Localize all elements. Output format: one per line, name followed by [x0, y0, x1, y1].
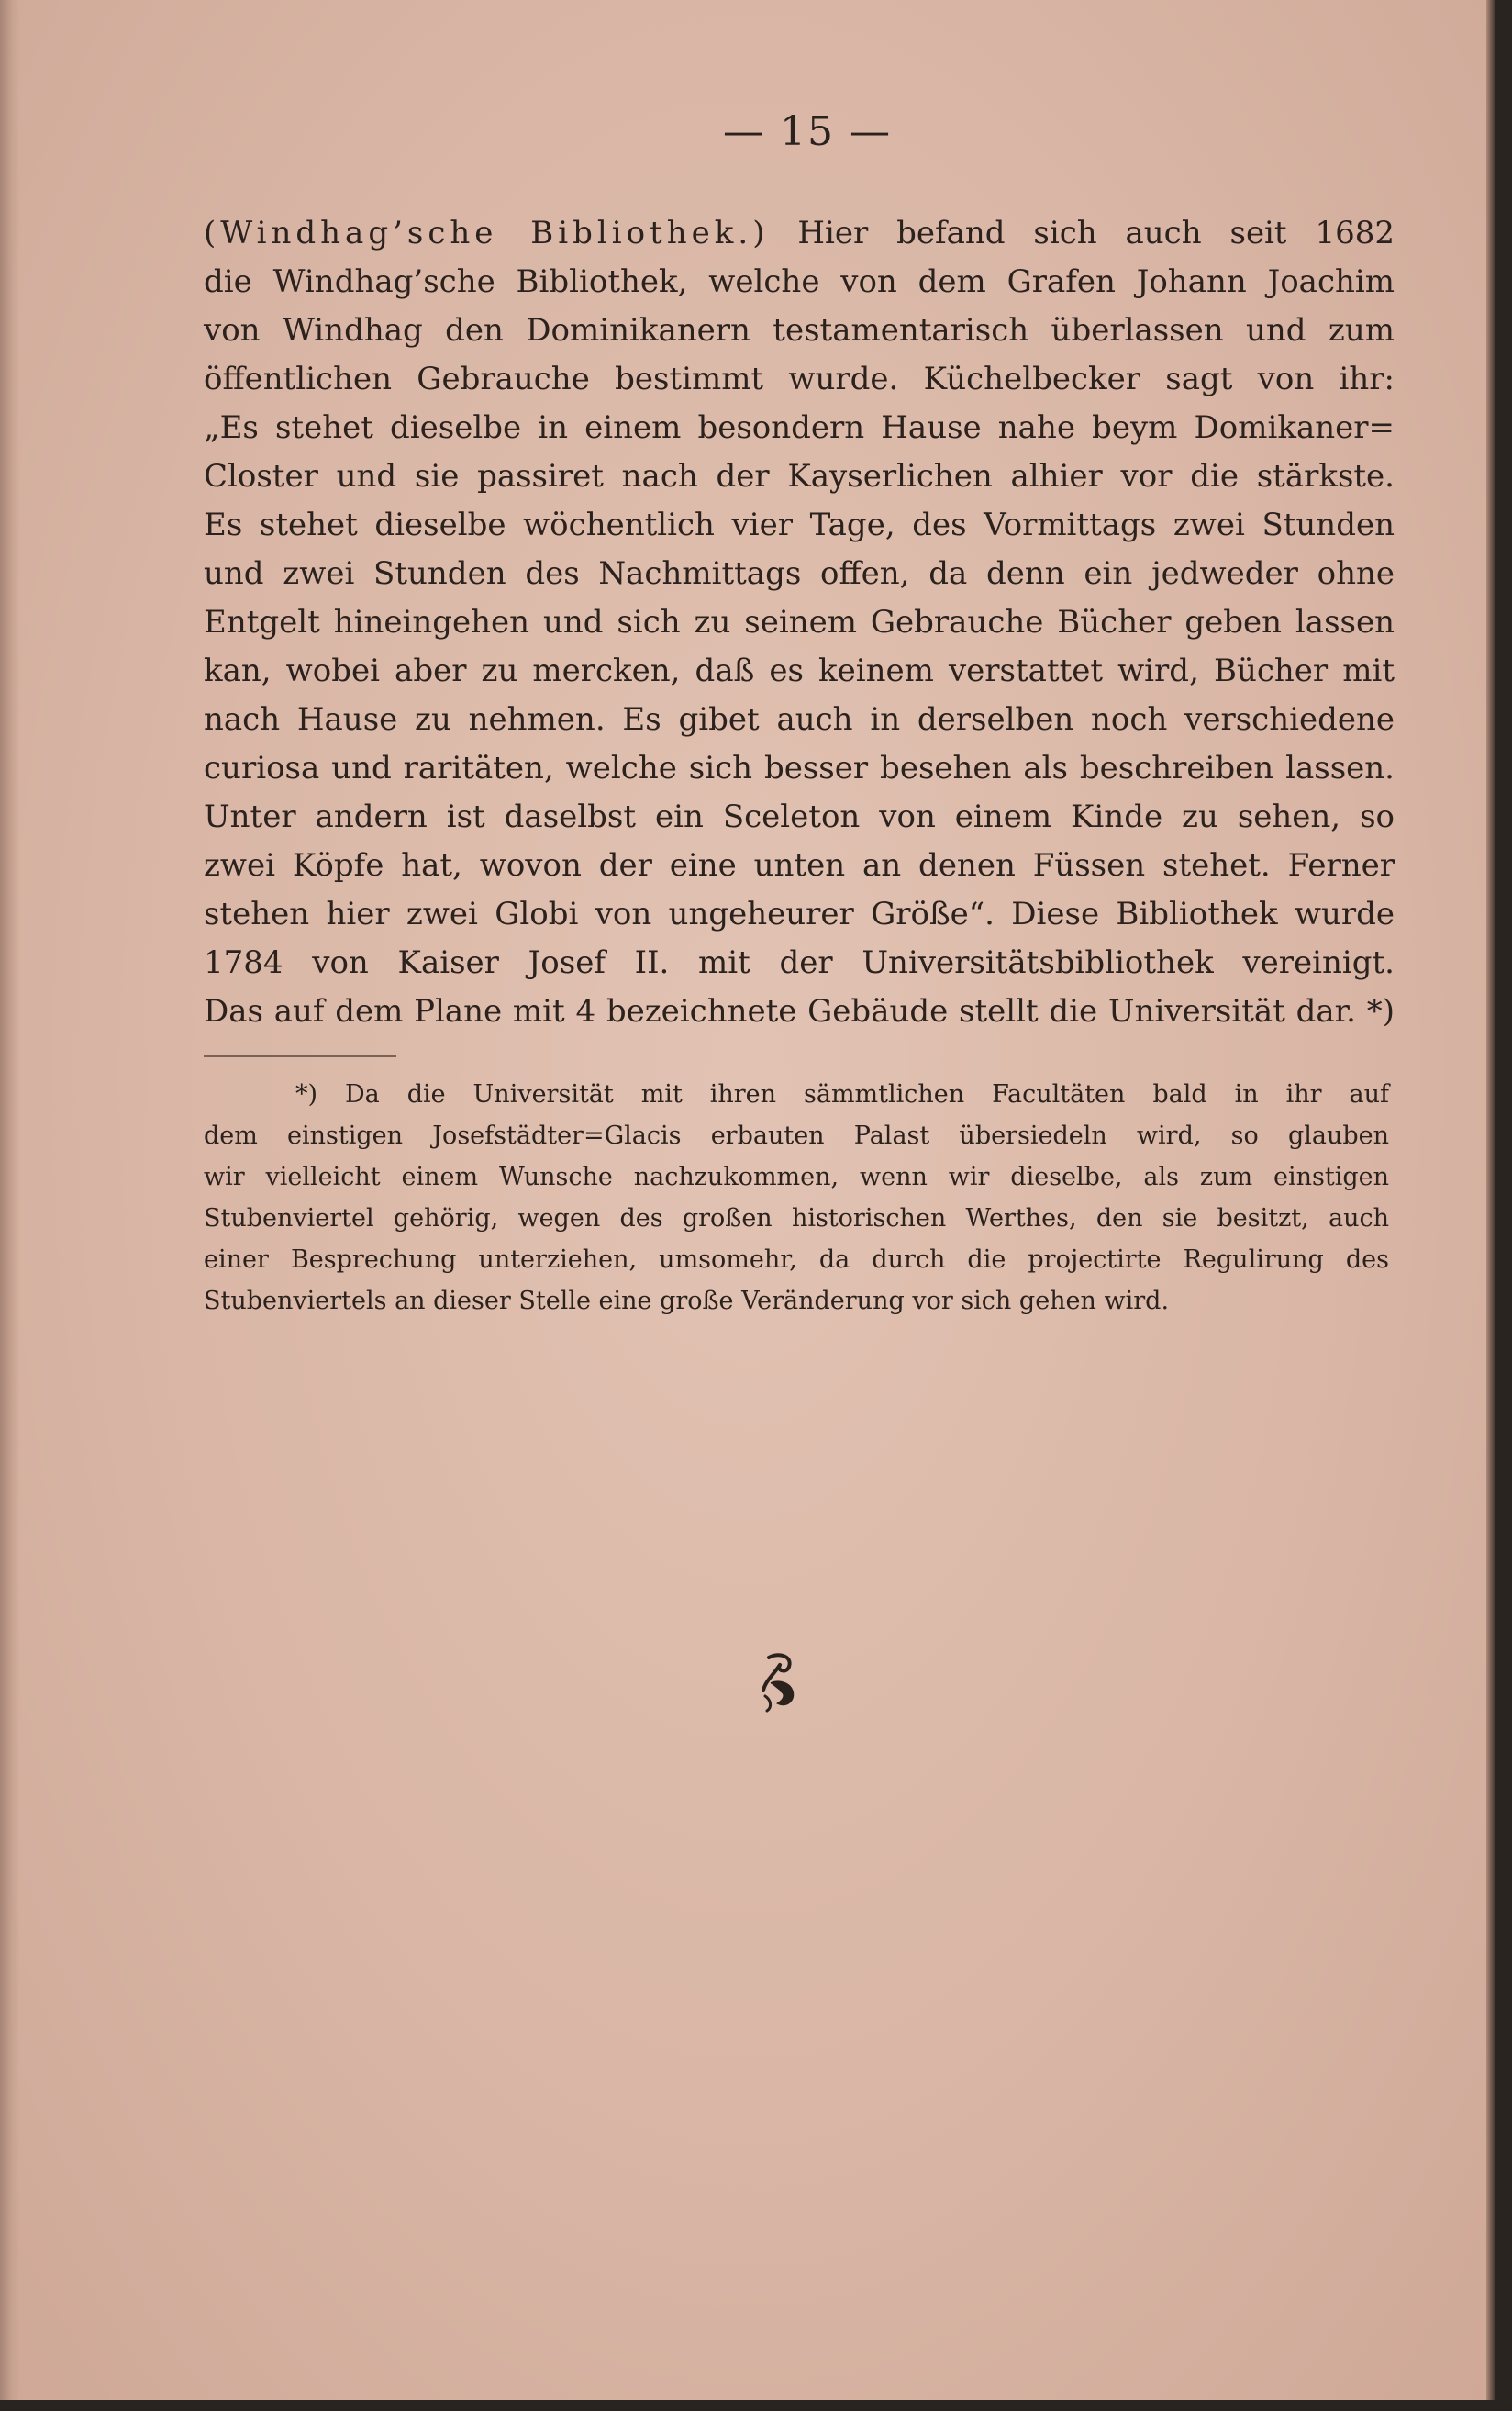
body-line: Es stehet dieselbe wöchentlich vier Tage, des Vormittags zwei Stunden — [204, 507, 1395, 543]
body-line: Das auf dem Plane mit 4 bezeichnete Gebäude stellt die Universität dar. *) — [204, 993, 1395, 1030]
body-line: von Windhag den Dominikanern testamentarisch überlassen und zum — [204, 312, 1395, 349]
body-line: zwei Köpfe hat, wovon der eine unten an denen Füssen stehet. Ferner — [204, 847, 1395, 884]
footnote-line: Stubenviertel gehörig, wegen des großen historischen Werthes, den sie besitzt, auch — [204, 1204, 1389, 1233]
footnote-line: Stubenviertels an dieser Stelle eine große Veränderung vor sich gehen wird. — [204, 1287, 1170, 1315]
body-line — [204, 209, 1395, 258]
body-line-text: Hier befand sich auch seit 1682 — [769, 215, 1395, 251]
footnote-line: wir vielleicht einem Wunsche nachzukommen, wenn wir dieselbe, als zum einstigen — [204, 1163, 1389, 1191]
page-gutter — [0, 0, 20, 2400]
body-line: Closter und sie passiret nach der Kayserlichen alhier vor die stärkste. — [204, 458, 1395, 495]
body-line: und zwei Stunden des Nachmittags offen, da denn ein jedweder ohne — [204, 555, 1395, 592]
body-line: nach Hause zu nehmen. Es gibet auch in derselben noch verschiedene — [204, 701, 1395, 738]
fleuron-icon — [752, 1650, 807, 1714]
body-line: 1784 von Kaiser Josef II. mit der Universitätsbibliothek vereinigt. — [204, 944, 1395, 981]
body-line: „Es stehet dieselbe in einem besondern Hause nahe beym Domikaner= — [204, 409, 1395, 446]
footnote-line: *) Da die Universität mit ihren sämmtlichen Facultäten bald in ihr auf — [295, 1080, 1389, 1109]
body-text — [204, 209, 1395, 1036]
footnote — [204, 1074, 1389, 1322]
body-line: öffentlichen Gebrauche bestimmt wurde. Küchelbecker sagt von ihr: — [204, 361, 1395, 397]
footnote-divider — [204, 1055, 396, 1057]
section-heading: (Windhag’sche Bibliothek.) — [204, 215, 770, 251]
body-line: curiosa und raritäten, welche sich besser besehen als beschreiben lassen. — [204, 750, 1395, 787]
footnote-line: einer Besprechung unterziehen, umsomehr, da durch die projectirte Regulirung des — [204, 1245, 1389, 1274]
body-line: kan, wobei aber zu mercken, daß es keinem verstattet wird, Bücher mit — [204, 653, 1395, 689]
footnote-line: dem einstigen Josefstädter=Glacis erbauten Palast übersiedeln wird, so glauben — [204, 1122, 1389, 1150]
body-line: Entgelt hineingehen und sich zu seinem Gebrauche Bücher geben lassen — [204, 604, 1395, 641]
page-number: — 15 — — [723, 108, 892, 155]
body-line: stehen hier zwei Globi von ungeheurer Größe“. Diese Bibliothek wurde — [204, 896, 1395, 932]
body-line: Unter andern ist daselbst ein Sceleton von einem Kinde zu sehen, so — [204, 798, 1395, 835]
page-edge — [1486, 0, 1495, 2400]
body-line: die Windhag’sche Bibliothek, welche von dem Grafen Johann Joachim — [204, 263, 1395, 300]
